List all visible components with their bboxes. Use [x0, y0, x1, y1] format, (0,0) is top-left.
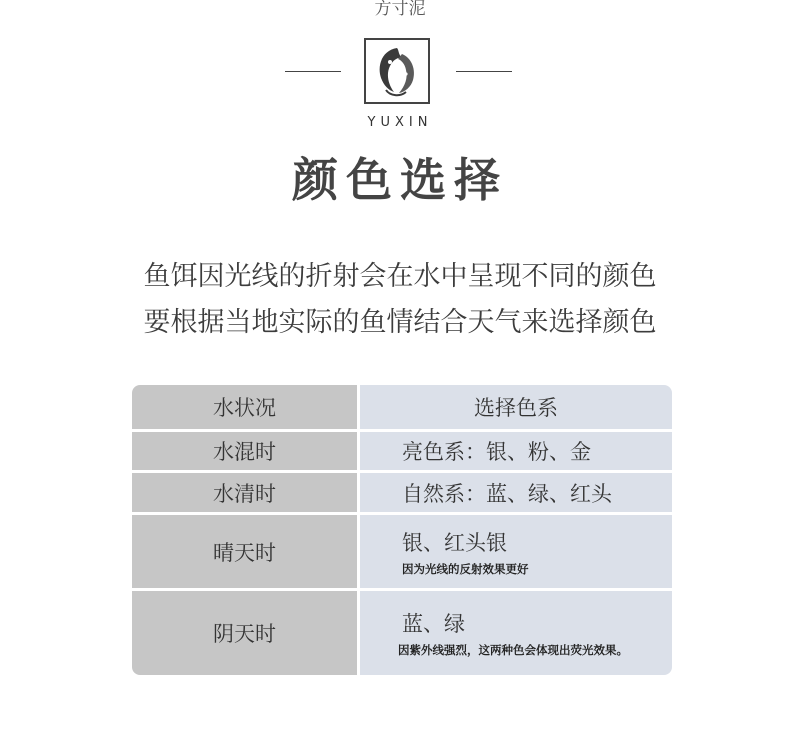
color-selection-table: [132, 385, 672, 675]
koi-fish-logo-icon: [366, 40, 428, 102]
logo-row: [0, 38, 800, 106]
intro-line: 要根据当地实际的鱼情结合天气来选择颜色: [143, 307, 657, 338]
row-condition: 水混时: [132, 432, 357, 470]
row-color-cell: [360, 473, 672, 512]
row-color-cell: [360, 432, 672, 470]
header-water-condition: 水状况: [132, 385, 357, 429]
brand-logo: [364, 38, 430, 104]
brand-latin-name: YUXIN: [367, 115, 433, 130]
header-color-choice-label: 选择色系: [474, 396, 558, 420]
intro-line: 鱼饵因光线的折射会在水中呈现不同的颜色: [143, 261, 657, 292]
table-row: [132, 473, 672, 512]
table-row: [132, 591, 672, 675]
table-header-row: [132, 385, 672, 429]
row-color-text: 银、红头银: [402, 530, 507, 555]
row-color-note: 因为光线的反射效果更好: [402, 561, 529, 576]
row-condition: 水清时: [132, 473, 357, 512]
divider-line-left: [285, 71, 341, 72]
table-row: [132, 515, 672, 588]
row-condition: 晴天时: [132, 515, 357, 588]
row-color-text: 自然系：蓝、绿、红头: [402, 481, 612, 506]
table-row: [132, 432, 672, 470]
brand-top-text: 方寸泥: [374, 0, 426, 19]
intro-text: [0, 254, 800, 346]
page-heading: 颜色选择: [292, 153, 508, 207]
row-color-text: 亮色系：银、粉、金: [402, 440, 591, 464]
row-color-note: 因紫外线强烈，这两种色会体现出荧光效果。: [398, 643, 628, 657]
header-color-choice: [360, 385, 672, 429]
row-color-cell: [360, 515, 672, 588]
row-color-text: 蓝、绿: [402, 612, 465, 636]
divider-line-right: [456, 71, 512, 72]
row-color-cell: [360, 591, 672, 675]
row-condition: 阴天时: [132, 591, 357, 675]
